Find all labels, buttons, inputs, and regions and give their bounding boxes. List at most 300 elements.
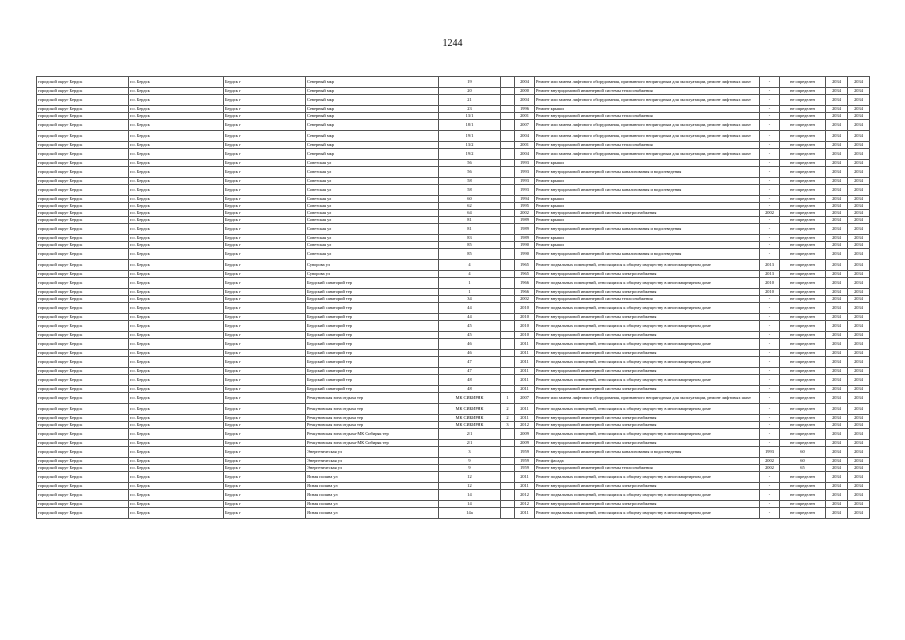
- table-cell: 2034: [848, 167, 870, 178]
- table-cell: 2034: [826, 422, 848, 429]
- table-cell: Ремонт внутридомовой инженерной системы канализования и водоотведения: [535, 185, 760, 196]
- table-cell: городской округ Бердск: [37, 332, 129, 339]
- table-cell: 2010: [515, 332, 535, 339]
- table-cell: 81: [439, 224, 501, 235]
- table-cell: 2034: [848, 415, 870, 422]
- table-cell: Ремонт внутридомовой инженерной системы электроснабжения: [535, 422, 760, 429]
- table-cell: городской округ Бердск: [37, 465, 129, 472]
- table-cell: 2034: [848, 483, 870, 490]
- table-cell: не определен: [780, 483, 826, 490]
- table-cell: 2034: [848, 404, 870, 415]
- table-cell: городской округ Бердск: [37, 357, 129, 368]
- table-cell: не определен: [780, 142, 826, 149]
- table-cell: Ремонт внутридомовой инженерной системы электроснабжения: [535, 314, 760, 321]
- table-cell: не определен: [780, 332, 826, 339]
- table-cell: Ремонт внутридомовой инженерной системы канализования и водоотведения: [535, 167, 760, 178]
- table-cell: -: [760, 217, 780, 224]
- table-cell: -: [760, 332, 780, 339]
- table-cell: 2034: [826, 142, 848, 149]
- table-cell: 81: [439, 217, 501, 224]
- table-cell: городской округ Бердск: [37, 185, 129, 196]
- table-cell: городской округ Бердск: [37, 289, 129, 296]
- table-cell: Советская ул: [306, 160, 439, 167]
- table-cell: не определен: [780, 271, 826, 278]
- table-cell: -: [760, 415, 780, 422]
- table-cell: 1993: [760, 447, 780, 458]
- table-cell: не определен: [780, 178, 826, 185]
- table-cell: не определен: [780, 217, 826, 224]
- table-cell: не определен: [780, 120, 826, 131]
- table-row: [37, 149, 870, 160]
- table-cell: 4: [439, 271, 501, 278]
- table-cell: 2034: [826, 131, 848, 142]
- table-cell: городской округ Бердск: [37, 278, 129, 289]
- table-cell: Ремонт внутридомовой инженерной системы теплоснабжения: [535, 142, 760, 149]
- table-cell: 2034: [848, 321, 870, 332]
- table-cell: г.о. Бердск: [129, 185, 224, 196]
- table-row: [37, 386, 870, 393]
- table-cell: г.о. Бердск: [129, 224, 224, 235]
- table-cell: [501, 429, 515, 440]
- table-cell: [501, 386, 515, 393]
- table-cell: 20: [439, 88, 501, 95]
- table-cell: не определен: [780, 440, 826, 447]
- table-cell: 2009: [515, 440, 535, 447]
- table-row: [37, 296, 870, 303]
- table-cell: 2034: [848, 440, 870, 447]
- table-cell: 2034: [848, 422, 870, 429]
- table-cell: [501, 203, 515, 210]
- table-cell: [501, 303, 515, 314]
- table-cell: Северный мкр: [306, 120, 439, 131]
- table-cell: Ремонт внутридомовой инженерной системы электроснабжения: [535, 386, 760, 393]
- table-cell: Ремонт крыши: [535, 196, 760, 203]
- table-cell: г.о. Бердск: [129, 386, 224, 393]
- table-cell: 2034: [826, 260, 848, 271]
- table-cell: не определен: [780, 260, 826, 271]
- table-cell: г.о. Бердск: [129, 210, 224, 217]
- table-cell: не определен: [780, 242, 826, 249]
- table-cell: 2034: [826, 210, 848, 217]
- table-cell: [501, 314, 515, 321]
- table-cell: Бердск г: [224, 203, 306, 210]
- table-cell: Бердский санаторий тер: [306, 278, 439, 289]
- table-row: [37, 142, 870, 149]
- table-cell: г.о. Бердск: [129, 321, 224, 332]
- table-cell: Ремонт внутридомовой инженерной системы теплоснабжения: [535, 113, 760, 120]
- table-cell: Бердск г: [224, 178, 306, 185]
- table-cell: 2034: [848, 88, 870, 95]
- table-cell: Бердск г: [224, 131, 306, 142]
- table-cell: Бердск г: [224, 404, 306, 415]
- table-row: [37, 167, 870, 178]
- table-cell: Бердск г: [224, 350, 306, 357]
- table-cell: 2034: [848, 332, 870, 339]
- table-cell: 2002: [760, 465, 780, 472]
- table-cell: Бердск г: [224, 429, 306, 440]
- table-cell: городской округ Бердск: [37, 203, 129, 210]
- table-cell: 47: [439, 357, 501, 368]
- table-cell: 14: [439, 490, 501, 501]
- table-cell: 1993: [515, 160, 535, 167]
- table-cell: 2004: [515, 77, 535, 88]
- table-cell: -: [760, 167, 780, 178]
- table-cell: 1: [439, 278, 501, 289]
- table-cell: Советская ул: [306, 242, 439, 249]
- table-cell: 19: [439, 77, 501, 88]
- table-cell: г.о. Бердск: [129, 339, 224, 350]
- table-row: [37, 393, 870, 404]
- table-cell: 19/1: [439, 131, 501, 142]
- table-cell: -: [760, 242, 780, 249]
- table-cell: 2034: [848, 271, 870, 278]
- table-cell: Северный мкр: [306, 88, 439, 95]
- table-cell: 2034: [826, 501, 848, 508]
- table-row: [37, 131, 870, 142]
- table-cell: Советская ул: [306, 217, 439, 224]
- table-cell: [501, 368, 515, 375]
- table-cell: -: [760, 321, 780, 332]
- table-cell: 2034: [826, 167, 848, 178]
- table-cell: 2004: [515, 149, 535, 160]
- table-cell: [501, 321, 515, 332]
- table-cell: г.о. Бердск: [129, 375, 224, 386]
- table-cell: 12: [439, 472, 501, 483]
- table-cell: г.о. Бердск: [129, 167, 224, 178]
- table-cell: 23: [439, 106, 501, 113]
- table-cell: 62: [439, 203, 501, 210]
- table-cell: 2034: [848, 224, 870, 235]
- table-cell: 18/1: [439, 120, 501, 131]
- table-cell: 1965: [515, 260, 535, 271]
- table-cell: 44: [439, 303, 501, 314]
- table-cell: городской округ Бердск: [37, 483, 129, 490]
- table-cell: Ремонт внутридомовой инженерной системы канализования и водоотведения: [535, 249, 760, 260]
- table-cell: Ясная поляна ул: [306, 472, 439, 483]
- table-cell: 2034: [826, 196, 848, 203]
- table-cell: 2011: [515, 386, 535, 393]
- table-cell: городской округ Бердск: [37, 120, 129, 131]
- table-cell: городской округ Бердск: [37, 224, 129, 235]
- table-cell: Ремонт или замена лифтового оборудования, признанного непригодным для эксплуатации, ремонт лифтовых шахт: [535, 131, 760, 142]
- table-cell: 58: [439, 185, 501, 196]
- table-cell: не определен: [780, 508, 826, 519]
- table-cell: не определен: [780, 375, 826, 386]
- table-cell: 58: [439, 178, 501, 185]
- table-cell: Бердский санаторий тер: [306, 314, 439, 321]
- table-cell: не определен: [780, 368, 826, 375]
- table-row: [37, 185, 870, 196]
- table-cell: 1959: [515, 458, 535, 465]
- table-cell: Речкуновская зона отдыха-МК Сибиряк тер: [306, 429, 439, 440]
- table-cell: не определен: [780, 296, 826, 303]
- table-cell: 44: [439, 314, 501, 321]
- table-cell: МК СИБИРЯК: [439, 415, 501, 422]
- table-cell: 1965: [515, 271, 535, 278]
- table-cell: 83: [439, 235, 501, 242]
- table-cell: Бердск г: [224, 447, 306, 458]
- table-cell: Бердск г: [224, 483, 306, 490]
- table-cell: г.о. Бердск: [129, 106, 224, 113]
- table-cell: 34: [439, 296, 501, 303]
- table-cell: Бердск г: [224, 278, 306, 289]
- table-cell: Ремонт крыши: [535, 106, 760, 113]
- table-cell: МК СИБИРЯК: [439, 393, 501, 404]
- table-cell: 2034: [848, 472, 870, 483]
- table-cell: Ремонт крыши: [535, 242, 760, 249]
- table-cell: 19/2: [439, 149, 501, 160]
- table-cell: Ремонт внутридомовой инженерной системы теплоснабжения: [535, 88, 760, 95]
- table-cell: г.о. Бердск: [129, 178, 224, 185]
- table-cell: г.о. Бердск: [129, 217, 224, 224]
- table-cell: не определен: [780, 429, 826, 440]
- table-cell: 2034: [826, 120, 848, 131]
- table-cell: 2034: [826, 242, 848, 249]
- table-cell: Ремонт внутридомовой инженерной системы электроснабжения: [535, 483, 760, 490]
- table-cell: г.о. Бердск: [129, 440, 224, 447]
- table-cell: Бердск г: [224, 235, 306, 242]
- table-cell: городской округ Бердск: [37, 106, 129, 113]
- table-cell: 2034: [826, 278, 848, 289]
- table-cell: Ремонт крыши: [535, 217, 760, 224]
- table-cell: Бердский санаторий тер: [306, 289, 439, 296]
- table-cell: 2034: [826, 95, 848, 106]
- table-cell: Бердск г: [224, 95, 306, 106]
- table-cell: -: [760, 149, 780, 160]
- table-cell: Ремонт внутридомовой инженерной системы канализования и водоотведения: [535, 224, 760, 235]
- table-cell: не определен: [780, 303, 826, 314]
- table-cell: 1989: [515, 235, 535, 242]
- table-cell: 2034: [826, 350, 848, 357]
- table-cell: Советская ул: [306, 224, 439, 235]
- table-cell: 2034: [826, 472, 848, 483]
- table-cell: Бердск г: [224, 271, 306, 278]
- table-cell: городской округ Бердск: [37, 235, 129, 242]
- table-cell: [501, 242, 515, 249]
- table-cell: [501, 224, 515, 235]
- table-cell: [501, 88, 515, 95]
- table-cell: 2002: [760, 210, 780, 217]
- table-cell: 2034: [826, 178, 848, 185]
- table-cell: Советская ул: [306, 235, 439, 242]
- table-cell: 1989: [515, 217, 535, 224]
- table-cell: 2002: [515, 210, 535, 217]
- table-cell: Бердск г: [224, 149, 306, 160]
- table-cell: Ремонт внутридомовой инженерной системы электроснабжения: [535, 368, 760, 375]
- table-cell: 2013: [760, 260, 780, 271]
- table-cell: Бердск г: [224, 106, 306, 113]
- table-cell: Бердский санаторий тер: [306, 339, 439, 350]
- table-cell: 2007: [515, 393, 535, 404]
- table-cell: Ремонт подвальных помещений, относящихся к общему имуществу в многоквартирном доме: [535, 339, 760, 350]
- table-cell: -: [760, 203, 780, 210]
- table-cell: 60: [780, 447, 826, 458]
- table-cell: 2034: [826, 415, 848, 422]
- table-cell: [501, 271, 515, 278]
- table-cell: 13/1: [439, 113, 501, 120]
- table-cell: -: [760, 303, 780, 314]
- table-cell: 46: [439, 350, 501, 357]
- table-cell: г.о. Бердск: [129, 303, 224, 314]
- table-cell: 2034: [826, 339, 848, 350]
- table-row: [37, 465, 870, 472]
- table-row: [37, 303, 870, 314]
- table-cell: 2034: [848, 77, 870, 88]
- table-cell: г.о. Бердск: [129, 278, 224, 289]
- table-cell: 2034: [826, 271, 848, 278]
- table-cell: Бердск г: [224, 296, 306, 303]
- table-cell: Бердск г: [224, 501, 306, 508]
- table-row: [37, 224, 870, 235]
- table-cell: 2034: [848, 203, 870, 210]
- table-cell: 2012: [515, 422, 535, 429]
- table-cell: городской округ Бердск: [37, 217, 129, 224]
- table-cell: не определен: [780, 350, 826, 357]
- table-cell: 2011: [515, 404, 535, 415]
- table-row: [37, 314, 870, 321]
- table-cell: не определен: [780, 501, 826, 508]
- table-row: [37, 472, 870, 483]
- table-cell: 2002: [515, 296, 535, 303]
- table-cell: 1994: [515, 196, 535, 203]
- table-cell: 14а: [439, 508, 501, 519]
- table-cell: не определен: [780, 88, 826, 95]
- table-cell: г.о. Бердск: [129, 88, 224, 95]
- table-cell: Речкуновская зона отдыха тер: [306, 415, 439, 422]
- table-cell: не определен: [780, 95, 826, 106]
- table-row: [37, 88, 870, 95]
- table-cell: 2034: [826, 77, 848, 88]
- table-cell: 2011: [515, 357, 535, 368]
- table-cell: [501, 131, 515, 142]
- table-cell: 4: [439, 260, 501, 271]
- table-cell: -: [760, 113, 780, 120]
- table-cell: Речкуновская зона отдыха тер: [306, 404, 439, 415]
- table-cell: 2034: [848, 149, 870, 160]
- table-row: [37, 120, 870, 131]
- table-cell: -: [760, 357, 780, 368]
- table-cell: г.о. Бердск: [129, 113, 224, 120]
- table-cell: [501, 296, 515, 303]
- table-cell: г.о. Бердск: [129, 465, 224, 472]
- table-cell: не определен: [780, 393, 826, 404]
- table-cell: -: [760, 196, 780, 203]
- table-cell: 2010: [760, 278, 780, 289]
- table-row: [37, 332, 870, 339]
- table-cell: Бердск г: [224, 185, 306, 196]
- table-row: [37, 249, 870, 260]
- table-cell: 1995: [515, 203, 535, 210]
- table-cell: Бердск г: [224, 120, 306, 131]
- page-number: 1244: [442, 38, 463, 49]
- table-cell: Бердский санаторий тер: [306, 386, 439, 393]
- table-cell: -: [760, 249, 780, 260]
- table-cell: городской округ Бердск: [37, 422, 129, 429]
- table-cell: не определен: [780, 357, 826, 368]
- table-cell: 2034: [826, 289, 848, 296]
- table-cell: Ремонт крыши: [535, 178, 760, 185]
- table-cell: 2002: [760, 458, 780, 465]
- table-row: [37, 217, 870, 224]
- table-cell: 2034: [826, 490, 848, 501]
- table-cell: Ремонт крыши: [535, 203, 760, 210]
- table-cell: 12: [439, 483, 501, 490]
- table-cell: [501, 501, 515, 508]
- table-cell: Бердск г: [224, 167, 306, 178]
- table-cell: 2034: [826, 386, 848, 393]
- table-cell: 2001: [515, 113, 535, 120]
- table-cell: г.о. Бердск: [129, 458, 224, 465]
- table-cell: г.о. Бердск: [129, 404, 224, 415]
- table-cell: -: [760, 404, 780, 415]
- table-cell: городской округ Бердск: [37, 88, 129, 95]
- table-cell: 2034: [848, 120, 870, 131]
- table-cell: 2034: [826, 217, 848, 224]
- table-cell: 1966: [515, 289, 535, 296]
- table-cell: Бердский санаторий тер: [306, 321, 439, 332]
- table-cell: 1959: [515, 465, 535, 472]
- table-cell: Энергетическая ул: [306, 447, 439, 458]
- table-cell: Ремонт внутридомовой инженерной системы электроснабжения: [535, 332, 760, 339]
- table-cell: г.о. Бердск: [129, 160, 224, 167]
- table-cell: 2034: [826, 508, 848, 519]
- table-cell: [501, 178, 515, 185]
- table-row: [37, 260, 870, 271]
- table-cell: 2009: [515, 429, 535, 440]
- table-cell: Суворова ул: [306, 260, 439, 271]
- table-cell: не определен: [780, 160, 826, 167]
- table-cell: не определен: [780, 196, 826, 203]
- table-row: [37, 375, 870, 386]
- table-cell: 2034: [848, 260, 870, 271]
- table-cell: -: [760, 440, 780, 447]
- table-cell: -: [760, 508, 780, 519]
- table-cell: 2034: [826, 404, 848, 415]
- table-cell: 2034: [826, 458, 848, 465]
- table-cell: г.о. Бердск: [129, 483, 224, 490]
- table-cell: 2034: [826, 88, 848, 95]
- table-cell: Речкуновская зона отдыха тер: [306, 422, 439, 429]
- table-cell: Бердск г: [224, 465, 306, 472]
- table-cell: 2034: [848, 508, 870, 519]
- table-row: [37, 350, 870, 357]
- table-cell: Бердский санаторий тер: [306, 303, 439, 314]
- table-cell: городской округ Бердск: [37, 440, 129, 447]
- table-cell: г.о. Бердск: [129, 203, 224, 210]
- table-cell: Ремонт внутридомовой инженерной системы электроснабжения: [535, 289, 760, 296]
- table-cell: Бердск г: [224, 357, 306, 368]
- table-cell: 1966: [515, 278, 535, 289]
- table-cell: 2034: [848, 249, 870, 260]
- table-cell: Бердск г: [224, 142, 306, 149]
- table-cell: 2013: [760, 271, 780, 278]
- table-cell: не определен: [780, 249, 826, 260]
- table-cell: 2034: [848, 339, 870, 350]
- table-cell: 2001: [515, 142, 535, 149]
- table-cell: Северный мкр: [306, 106, 439, 113]
- table-cell: 1996: [515, 106, 535, 113]
- table-cell: -: [760, 142, 780, 149]
- table-cell: 2034: [848, 196, 870, 203]
- table-cell: Бердск г: [224, 422, 306, 429]
- table-cell: 2004: [515, 131, 535, 142]
- table-cell: Советская ул: [306, 196, 439, 203]
- table-cell: -: [760, 393, 780, 404]
- table-cell: Бердск г: [224, 458, 306, 465]
- table-cell: -: [760, 314, 780, 321]
- table-cell: 2034: [826, 249, 848, 260]
- table-cell: Бердский санаторий тер: [306, 332, 439, 339]
